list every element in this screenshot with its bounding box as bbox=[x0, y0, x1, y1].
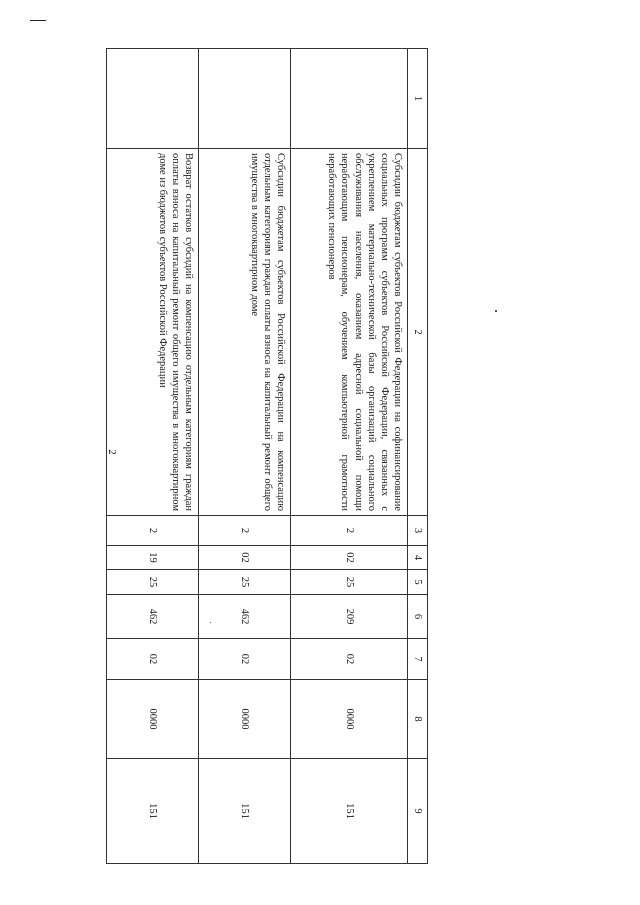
row-index-cell bbox=[107, 49, 199, 149]
code-cell: 25 bbox=[199, 570, 291, 595]
code-cell: 0000 bbox=[107, 680, 199, 759]
header-cell: 1 bbox=[408, 49, 428, 149]
code-cell: 2 bbox=[199, 516, 291, 546]
code-cell: 25 bbox=[107, 570, 199, 595]
code-cell: 25 bbox=[291, 570, 408, 595]
row-index-cell bbox=[291, 49, 408, 149]
header-cell: 8 bbox=[408, 680, 428, 759]
code-cell: 151 bbox=[107, 759, 199, 864]
header-cell: 6 bbox=[408, 595, 428, 639]
description-cell: Субсидии бюджетам субъектов Российской Федерации на компенсацию отдельным категориям граждан оплаты взноса на капитальный ремонт общего имущества в многоквартирном доме bbox=[199, 149, 291, 516]
code-cell: 02 bbox=[199, 639, 291, 680]
header-cell: 9 bbox=[408, 759, 428, 864]
table-row bbox=[107, 49, 199, 864]
header-cell: 3 bbox=[408, 516, 428, 546]
code-cell: 02 bbox=[199, 546, 291, 570]
scan-speck bbox=[495, 310, 497, 312]
code-cell: 462 bbox=[199, 595, 291, 639]
header-row bbox=[408, 49, 428, 864]
header-cell: 4 bbox=[408, 546, 428, 570]
header-cell: 7 bbox=[408, 639, 428, 680]
page-number: 2 bbox=[106, 449, 118, 455]
table-row bbox=[199, 49, 291, 864]
code-cell: 02 bbox=[107, 639, 199, 680]
code-cell: 151 bbox=[199, 759, 291, 864]
row-index-cell bbox=[199, 49, 291, 149]
description-cell: Возврат остатков субсидий на компенсацию отдельным категориям граждан оплаты взноса на капитальный ремонт общего имущества в многоквартирном доме из бюджетов субъектов Российской Федерации bbox=[107, 149, 199, 516]
code-cell: 209 bbox=[291, 595, 408, 639]
header-cell: 2 bbox=[408, 149, 428, 516]
code-cell: 0000 bbox=[291, 680, 408, 759]
table-row bbox=[291, 49, 408, 864]
code-cell: 19 bbox=[107, 546, 199, 570]
code-cell: 462 bbox=[107, 595, 199, 639]
code-cell: 151 bbox=[291, 759, 408, 864]
budget-classification-table bbox=[106, 48, 428, 864]
code-cell: 2 bbox=[107, 516, 199, 546]
top-left-dash bbox=[30, 20, 46, 21]
code-cell: 02 bbox=[291, 639, 408, 680]
code-cell: 0000 bbox=[199, 680, 291, 759]
header-cell: 5 bbox=[408, 570, 428, 595]
code-cell: 2 bbox=[291, 516, 408, 546]
description-cell: Субсидии бюджетам субъектов Российской Федерации на софинансирование социальных программ субъектов Российской Федерации, связанных с укреплением материально-технической базы организаций социального обслуживания населения, оказанием адресной социальной помощи неработающим пенсионерам, обучением компьютерной грамотности неработающих пенсионеров bbox=[291, 149, 408, 516]
code-cell: 02 bbox=[291, 546, 408, 570]
